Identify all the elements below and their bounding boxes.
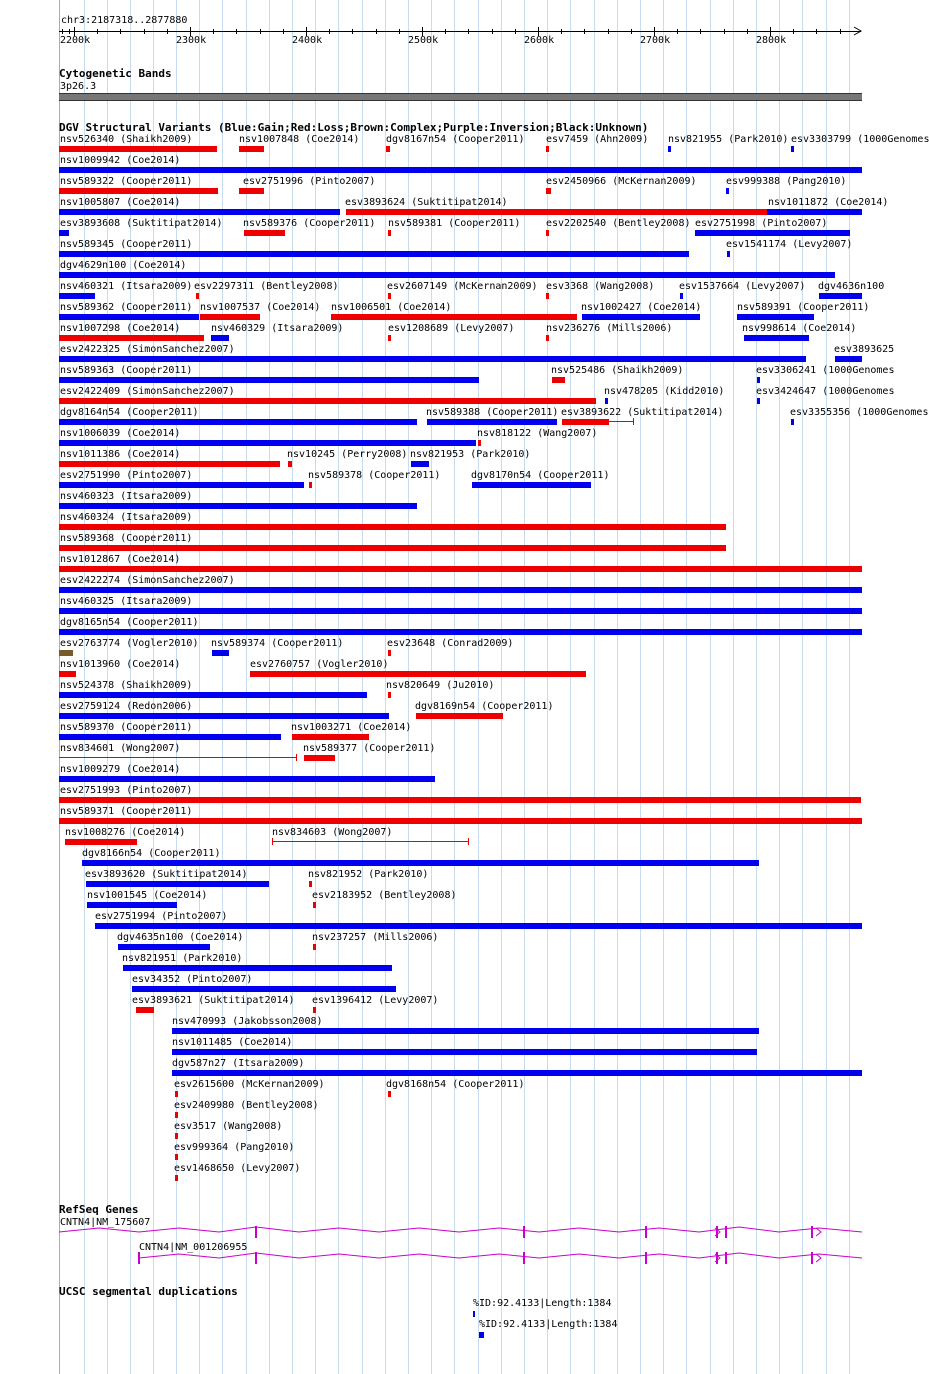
variant-feature[interactable]	[346, 209, 768, 215]
variant-feature[interactable]	[95, 923, 862, 929]
variant-feature[interactable]	[59, 797, 861, 803]
variant-feature[interactable]	[175, 1091, 178, 1097]
variant-feature[interactable]	[87, 902, 177, 908]
variant-label[interactable]: nsv589381 (Cooper2011)	[388, 218, 521, 229]
variant-feature[interactable]	[172, 1049, 757, 1055]
variant-label[interactable]: nsv460329 (Itsara2009)	[211, 323, 344, 334]
variant-feature[interactable]	[175, 1154, 178, 1160]
ruler-axis	[59, 31, 861, 32]
variant-label[interactable]: nsv1001545 (Coe2014)	[87, 890, 208, 901]
variant-label[interactable]: nsv470993 (Jakobsson2008)	[172, 1016, 323, 1027]
variant-feature[interactable]	[175, 1133, 178, 1139]
variant-feature[interactable]	[59, 293, 95, 299]
variant-feature[interactable]	[835, 356, 862, 362]
cytoband-ideogram[interactable]	[59, 93, 862, 101]
variant-label[interactable]: esv3424647 (1000Genomes	[756, 386, 895, 397]
variant-label[interactable]: nsv589363 (Cooper2011)	[60, 365, 193, 376]
ruler-tick-label: 2200k	[60, 35, 91, 46]
variant-label[interactable]: esv2422325 (SimonSanchez2007)	[60, 344, 235, 355]
variant-label[interactable]: nsv589371 (Cooper2011)	[60, 806, 193, 817]
variant-feature[interactable]	[59, 251, 689, 257]
cytoband-label: 3p26.3	[60, 81, 97, 92]
variant-label[interactable]: nsv237257 (Mills2006)	[312, 932, 439, 943]
variant-label[interactable]: dgv8165n54 (Cooper2011)	[60, 617, 199, 628]
ruler-minor-tick	[515, 29, 516, 34]
variant-label[interactable]: esv2422274 (SimonSanchez2007)	[60, 575, 235, 586]
variant-label[interactable]: esv2759124 (Redon2006)	[60, 701, 193, 712]
variant-feature[interactable]	[59, 818, 862, 824]
variant-label[interactable]: nsv10245 (Perry2008)	[287, 449, 408, 460]
ruler-minor-tick	[236, 29, 237, 34]
variant-label[interactable]: nsv1006039 (Coe2014)	[60, 428, 181, 439]
variant-label[interactable]: nsv589345 (Cooper2011)	[60, 239, 193, 250]
variant-label[interactable]: nsv1006501 (Coe2014)	[331, 302, 452, 313]
variant-label[interactable]: nsv1011386 (Coe2014)	[60, 449, 181, 460]
variant-feature[interactable]	[582, 314, 700, 320]
variant-label[interactable]: esv3355356 (1000Genomes	[790, 407, 929, 418]
variant-label[interactable]: esv1396412 (Levy2007)	[312, 995, 439, 1006]
variant-feature[interactable]	[737, 314, 814, 320]
ruler-tick-label: 2700k	[640, 35, 671, 46]
variant-feature[interactable]	[175, 1112, 178, 1118]
variant-feature[interactable]	[331, 314, 577, 320]
variant-label[interactable]: esv2409980 (Bentley2008)	[174, 1100, 319, 1111]
variant-end-cap	[296, 754, 297, 761]
variant-label[interactable]: esv1468650 (Levy2007)	[174, 1163, 301, 1174]
variant-feature[interactable]	[59, 671, 76, 677]
variant-label[interactable]: nsv478205 (Kidd2010)	[604, 386, 725, 397]
variant-feature[interactable]	[59, 188, 218, 194]
variant-label[interactable]: dgv8169n54 (Cooper2011)	[415, 701, 554, 712]
variant-label[interactable]: nsv460323 (Itsara2009)	[60, 491, 193, 502]
ruler-minor-tick	[700, 29, 701, 34]
variant-feature[interactable]	[59, 524, 726, 530]
variant-label[interactable]: esv2183952 (Bentley2008)	[312, 890, 457, 901]
variant-label[interactable]: nsv820649 (Ju2010)	[386, 680, 495, 691]
variant-label[interactable]: esv2751998 (Pinto2007)	[695, 218, 828, 229]
ruler-minor-tick	[584, 29, 585, 34]
variant-label[interactable]: nsv821951 (Park2010)	[122, 953, 243, 964]
variant-feature[interactable]	[196, 293, 199, 299]
variant-feature[interactable]	[552, 377, 565, 383]
ruler-minor-tick	[376, 29, 377, 34]
variant-feature[interactable]	[309, 881, 312, 887]
variant-label[interactable]: nsv1011485 (Coe2014)	[172, 1037, 293, 1048]
variant-feature[interactable]	[416, 713, 503, 719]
variant-label[interactable]: nsv1002427 (Coe2014)	[581, 302, 702, 313]
variant-end-cap	[468, 838, 469, 845]
variant-feature[interactable]	[172, 1070, 862, 1076]
ruler-minor-tick	[747, 29, 748, 34]
variant-label[interactable]: esv34352 (Pinto2007)	[132, 974, 253, 985]
variant-feature[interactable]	[388, 230, 391, 236]
variant-label[interactable]: esv3368 (Wang2008)	[546, 281, 655, 292]
variant-feature[interactable]	[562, 419, 609, 425]
variant-label[interactable]: nsv821953 (Park2010)	[410, 449, 531, 460]
variant-label[interactable]: nsv1008276 (Coe2014)	[65, 827, 186, 838]
variant-feature[interactable]	[757, 398, 760, 404]
variant-label[interactable]: nsv524378 (Shaikh2009)	[60, 680, 193, 691]
variant-feature[interactable]	[478, 440, 481, 446]
variant-feature[interactable]	[136, 1007, 154, 1013]
variant-label[interactable]: esv2751996 (Pinto2007)	[243, 176, 376, 187]
variant-feature[interactable]	[86, 881, 269, 887]
variant-feature[interactable]	[212, 650, 229, 656]
variant-label[interactable]: esv2422409 (SimonSanchez2007)	[60, 386, 235, 397]
variant-label[interactable]: nsv589388 (Cooper2011)	[426, 407, 559, 418]
variant-feature[interactable]	[304, 755, 335, 761]
ruler-minor-tick	[167, 29, 168, 34]
variant-feature[interactable]	[59, 209, 340, 215]
variant-feature[interactable]	[546, 230, 549, 236]
transcript-nm-001206955[interactable]	[59, 1250, 863, 1266]
variant-feature[interactable]	[59, 440, 476, 446]
variant-feature[interactable]	[272, 841, 468, 842]
variant-feature[interactable]	[411, 461, 429, 467]
variant-label[interactable]: nsv589391 (Cooper2011)	[737, 302, 870, 313]
variant-label[interactable]: nsv525486 (Shaikh2009)	[551, 365, 684, 376]
variant-label[interactable]: esv2751990 (Pinto2007)	[60, 470, 193, 481]
variant-label[interactable]: esv1208689 (Levy2007)	[388, 323, 515, 334]
variant-label[interactable]: nsv589368 (Cooper2011)	[60, 533, 193, 544]
variant-label[interactable]: nsv589376 (Cooper2011)	[243, 218, 376, 229]
variant-feature[interactable]	[791, 419, 794, 425]
variant-label[interactable]: nsv589362 (Cooper2011)	[60, 302, 193, 313]
variant-feature[interactable]	[239, 146, 264, 152]
variant-label[interactable]: esv3893622 (Suktitipat2014)	[561, 407, 724, 418]
transcript-nm-175607[interactable]	[59, 1224, 863, 1240]
variant-label[interactable]: esv2607149 (McKernan2009)	[387, 281, 538, 292]
variant-feature[interactable]	[695, 230, 850, 236]
variant-label[interactable]: esv3893624 (Suktitipat2014)	[345, 197, 508, 208]
variant-label[interactable]: nsv1011872 (Coe2014)	[768, 197, 889, 208]
variant-label[interactable]: dgv8170n54 (Cooper2011)	[471, 470, 610, 481]
variant-label[interactable]: esv2751993 (Pinto2007)	[60, 785, 193, 796]
ruler-minor-tick	[608, 29, 609, 34]
variant-feature[interactable]	[791, 146, 794, 152]
variant-feature[interactable]	[59, 272, 835, 278]
variant-feature[interactable]	[211, 335, 229, 341]
variant-label[interactable]: esv3893620 (Suktitipat2014)	[85, 869, 248, 880]
variant-feature[interactable]	[59, 734, 281, 740]
variant-label[interactable]: nsv236276 (Mills2006)	[546, 323, 673, 334]
variant-label[interactable]: esv2760757 (Vogler2010)	[250, 659, 389, 670]
segdup-feature[interactable]	[479, 1332, 484, 1338]
variant-label[interactable]: dgv8167n54 (Cooper2011)	[386, 134, 525, 145]
variant-feature[interactable]	[605, 398, 608, 404]
variant-label[interactable]: nsv834603 (Wong2007)	[272, 827, 393, 838]
variant-label[interactable]: dgv4636n100	[818, 281, 885, 292]
ruler-minor-tick	[62, 29, 63, 34]
variant-label[interactable]: nsv460325 (Itsara2009)	[60, 596, 193, 607]
variant-feature[interactable]	[546, 293, 549, 299]
variant-feature[interactable]	[767, 209, 862, 215]
ruler-minor-tick	[561, 29, 562, 34]
variant-label[interactable]: nsv589322 (Cooper2011)	[60, 176, 193, 187]
variant-feature[interactable]	[59, 566, 862, 572]
ruler-minor-tick	[840, 29, 841, 34]
variant-feature[interactable]	[313, 902, 316, 908]
variant-label[interactable]: esv3893621 (Suktitipat2014)	[132, 995, 295, 1006]
ruler-minor-tick	[468, 29, 469, 34]
ruler-minor-tick	[283, 29, 284, 34]
variant-label[interactable]: esv1541174 (Levy2007)	[726, 239, 853, 250]
ruler-minor-tick	[492, 29, 493, 34]
variant-feature[interactable]	[388, 335, 391, 341]
variant-feature[interactable]	[313, 944, 316, 950]
variant-feature[interactable]	[388, 692, 391, 698]
variant-label[interactable]: dgv4635n100 (Coe2014)	[117, 932, 244, 943]
variant-label[interactable]: nsv1007537 (Coe2014)	[200, 302, 321, 313]
variant-feature[interactable]	[118, 944, 210, 950]
variant-label[interactable]: esv23648 (Conrad2009)	[387, 638, 514, 649]
variant-label[interactable]: esv3303799 (1000Genomes	[791, 134, 929, 145]
ruler-minor-tick	[631, 29, 632, 34]
refseq-track-title[interactable]: RefSeq Genes	[59, 1203, 139, 1216]
dgv-track-title[interactable]: DGV Structural Variants (Blue:Gain;Red:Loss;Brown:Complex;Purple:Inversion;Black:Unknown)	[59, 121, 649, 134]
variant-label[interactable]: nsv1009279 (Coe2014)	[60, 764, 181, 775]
variant-feature[interactable]	[59, 167, 862, 173]
segdup-label[interactable]: %ID:92.4133|Length:1384	[473, 1298, 612, 1309]
cytoband-track-title[interactable]: Cytogenetic Bands	[59, 67, 172, 80]
variant-label[interactable]: esv3893625	[834, 344, 895, 355]
ruler-minor-tick	[69, 29, 70, 34]
variant-label[interactable]: nsv998614 (Coe2014)	[742, 323, 857, 334]
variant-label[interactable]: nsv526340 (Shaikh2009)	[60, 134, 193, 145]
ruler-minor-tick	[144, 29, 145, 34]
variant-feature[interactable]	[427, 419, 557, 425]
variant-feature[interactable]	[313, 1007, 316, 1013]
variant-feature[interactable]	[172, 1028, 759, 1034]
segdup-feature[interactable]	[473, 1311, 475, 1317]
ruler-minor-tick	[816, 29, 817, 34]
variant-label[interactable]: nsv460321 (Itsara2009)	[60, 281, 193, 292]
variant-feature[interactable]	[59, 482, 304, 488]
variant-label[interactable]: dgv4629n100 (Coe2014)	[60, 260, 187, 271]
variant-label[interactable]: esv2615600 (McKernan2009)	[174, 1079, 325, 1090]
variant-feature[interactable]	[668, 146, 671, 152]
variant-label[interactable]: esv2763774 (Vogler2010)	[60, 638, 199, 649]
ruler-minor-tick	[260, 29, 261, 34]
segdup-track-title[interactable]: UCSC segmental duplications	[59, 1285, 238, 1298]
ruler-minor-tick	[352, 29, 353, 34]
ruler-tick-label: 2300k	[176, 35, 207, 46]
variant-feature[interactable]	[123, 965, 392, 971]
variant-feature[interactable]	[59, 335, 204, 341]
variant-label[interactable]: nsv1007298 (Coe2014)	[60, 323, 181, 334]
variant-label[interactable]: esv2202540 (Bentley2008)	[546, 218, 691, 229]
variant-label[interactable]: nsv589377 (Cooper2011)	[303, 743, 436, 754]
variant-label[interactable]: esv7459 (Ahn2009)	[546, 134, 649, 145]
variant-end-cap	[272, 838, 273, 845]
ruler-minor-tick	[329, 29, 330, 34]
variant-feature[interactable]	[244, 230, 285, 236]
variant-feature[interactable]	[132, 986, 396, 992]
ruler-minor-tick	[213, 29, 214, 34]
variant-label[interactable]: nsv1009942 (Coe2014)	[60, 155, 181, 166]
variant-feature[interactable]	[59, 545, 726, 551]
variant-feature[interactable]	[727, 251, 730, 257]
variant-label[interactable]: esv999364 (Pang2010)	[174, 1142, 295, 1153]
variant-feature[interactable]	[200, 314, 260, 320]
variant-feature[interactable]	[388, 650, 391, 656]
ruler-minor-tick	[97, 29, 98, 34]
variant-feature[interactable]	[546, 146, 549, 152]
variant-feature[interactable]	[388, 1091, 391, 1097]
variant-feature[interactable]	[59, 757, 296, 758]
variant-label[interactable]: esv2450966 (McKernan2009)	[546, 176, 697, 187]
variant-feature[interactable]	[59, 608, 862, 614]
variant-feature[interactable]	[744, 335, 809, 341]
variant-label[interactable]: dgv8168n54 (Cooper2011)	[386, 1079, 525, 1090]
variant-feature[interactable]	[680, 293, 683, 299]
ruler-minor-tick	[793, 29, 794, 34]
variant-feature[interactable]	[82, 860, 759, 866]
ruler-tick-label: 2400k	[292, 35, 323, 46]
variant-feature[interactable]	[65, 839, 137, 845]
variant-label[interactable]: nsv821952 (Park2010)	[308, 869, 429, 880]
variant-feature[interactable]	[292, 734, 369, 740]
variant-label[interactable]: nsv1007848 (Coe2014)	[239, 134, 360, 145]
variant-label[interactable]: nsv1003271 (Coe2014)	[291, 722, 412, 733]
variant-feature[interactable]	[757, 377, 760, 383]
variant-feature[interactable]	[309, 482, 312, 488]
ruler-minor-tick	[445, 29, 446, 34]
variant-label[interactable]: nsv1012867 (Coe2014)	[60, 554, 181, 565]
variant-label[interactable]: nsv589374 (Cooper2011)	[211, 638, 344, 649]
variant-whisker	[609, 421, 633, 422]
variant-feature[interactable]	[59, 230, 69, 236]
variant-label[interactable]: nsv589370 (Cooper2011)	[60, 722, 193, 733]
variant-feature[interactable]	[59, 692, 367, 698]
variant-label[interactable]: nsv460324 (Itsara2009)	[60, 512, 193, 523]
variant-label[interactable]: nsv589378 (Cooper2011)	[308, 470, 441, 481]
variant-label[interactable]: nsv834601 (Wong2007)	[60, 743, 181, 754]
variant-feature[interactable]	[472, 482, 591, 488]
ruler-minor-tick	[120, 29, 121, 34]
variant-label[interactable]: esv1537664 (Levy2007)	[679, 281, 806, 292]
variant-feature[interactable]	[59, 461, 280, 467]
variant-feature[interactable]	[59, 650, 73, 656]
variant-feature[interactable]	[239, 188, 264, 194]
variant-label[interactable]: esv3893608 (Suktitipat2014)	[60, 218, 223, 229]
variant-label[interactable]: dgv8164n54 (Cooper2011)	[60, 407, 199, 418]
variant-feature[interactable]	[59, 713, 389, 719]
variant-feature[interactable]	[59, 398, 596, 404]
variant-feature[interactable]	[59, 503, 417, 509]
variant-feature[interactable]	[59, 377, 479, 383]
variant-feature[interactable]	[819, 293, 862, 299]
transcript-label[interactable]: CNTN4|NM_001206955	[139, 1242, 248, 1253]
variant-label[interactable]: esv3306241 (1000Genomes	[756, 365, 895, 376]
ruler-arrow-icon	[853, 27, 863, 36]
variant-label[interactable]: dgv8166n54 (Cooper2011)	[82, 848, 221, 859]
ruler-minor-tick	[677, 29, 678, 34]
variant-label[interactable]: nsv1013960 (Coe2014)	[60, 659, 181, 670]
position-label: chr3:2187318..2877880	[61, 15, 188, 26]
variant-label[interactable]: nsv821955 (Park2010)	[668, 134, 789, 145]
ruler-tick-label: 2800k	[756, 35, 787, 46]
variant-label[interactable]: esv2297311 (Bentley2008)	[194, 281, 339, 292]
variant-label[interactable]: dgv587n27 (Itsara2009)	[172, 1058, 305, 1069]
ruler-tick-label: 2500k	[408, 35, 439, 46]
variant-feature[interactable]	[546, 335, 549, 341]
ruler-minor-tick	[399, 29, 400, 34]
segdup-label[interactable]: %ID:92.4133|Length:1384	[479, 1319, 618, 1330]
variant-feature[interactable]	[59, 587, 862, 593]
transcript-label[interactable]: CNTN4|NM_175607	[60, 1217, 151, 1228]
variant-feature[interactable]	[250, 671, 586, 677]
variant-label[interactable]: esv3517 (Wang2008)	[174, 1121, 283, 1132]
variant-feature[interactable]	[59, 629, 862, 635]
variant-feature[interactable]	[288, 461, 292, 467]
variant-feature[interactable]	[726, 188, 729, 194]
variant-feature[interactable]	[59, 356, 806, 362]
variant-feature[interactable]	[386, 146, 390, 152]
variant-feature[interactable]	[546, 188, 551, 194]
variant-label[interactable]: esv2751994 (Pinto2007)	[95, 911, 228, 922]
ruler-minor-tick	[724, 29, 725, 34]
variant-feature[interactable]	[59, 776, 435, 782]
variant-feature[interactable]	[175, 1175, 178, 1181]
variant-feature[interactable]	[59, 146, 217, 152]
variant-label[interactable]: nsv1005807 (Coe2014)	[60, 197, 181, 208]
variant-label[interactable]: nsv818122 (Wang2007)	[477, 428, 598, 439]
variant-end-cap	[633, 418, 634, 425]
variant-feature[interactable]	[388, 293, 391, 299]
variant-feature[interactable]	[59, 314, 199, 320]
variant-feature[interactable]	[59, 419, 417, 425]
variant-label[interactable]: esv999388 (Pang2010)	[726, 176, 847, 187]
ruler-tick-label: 2600k	[524, 35, 555, 46]
